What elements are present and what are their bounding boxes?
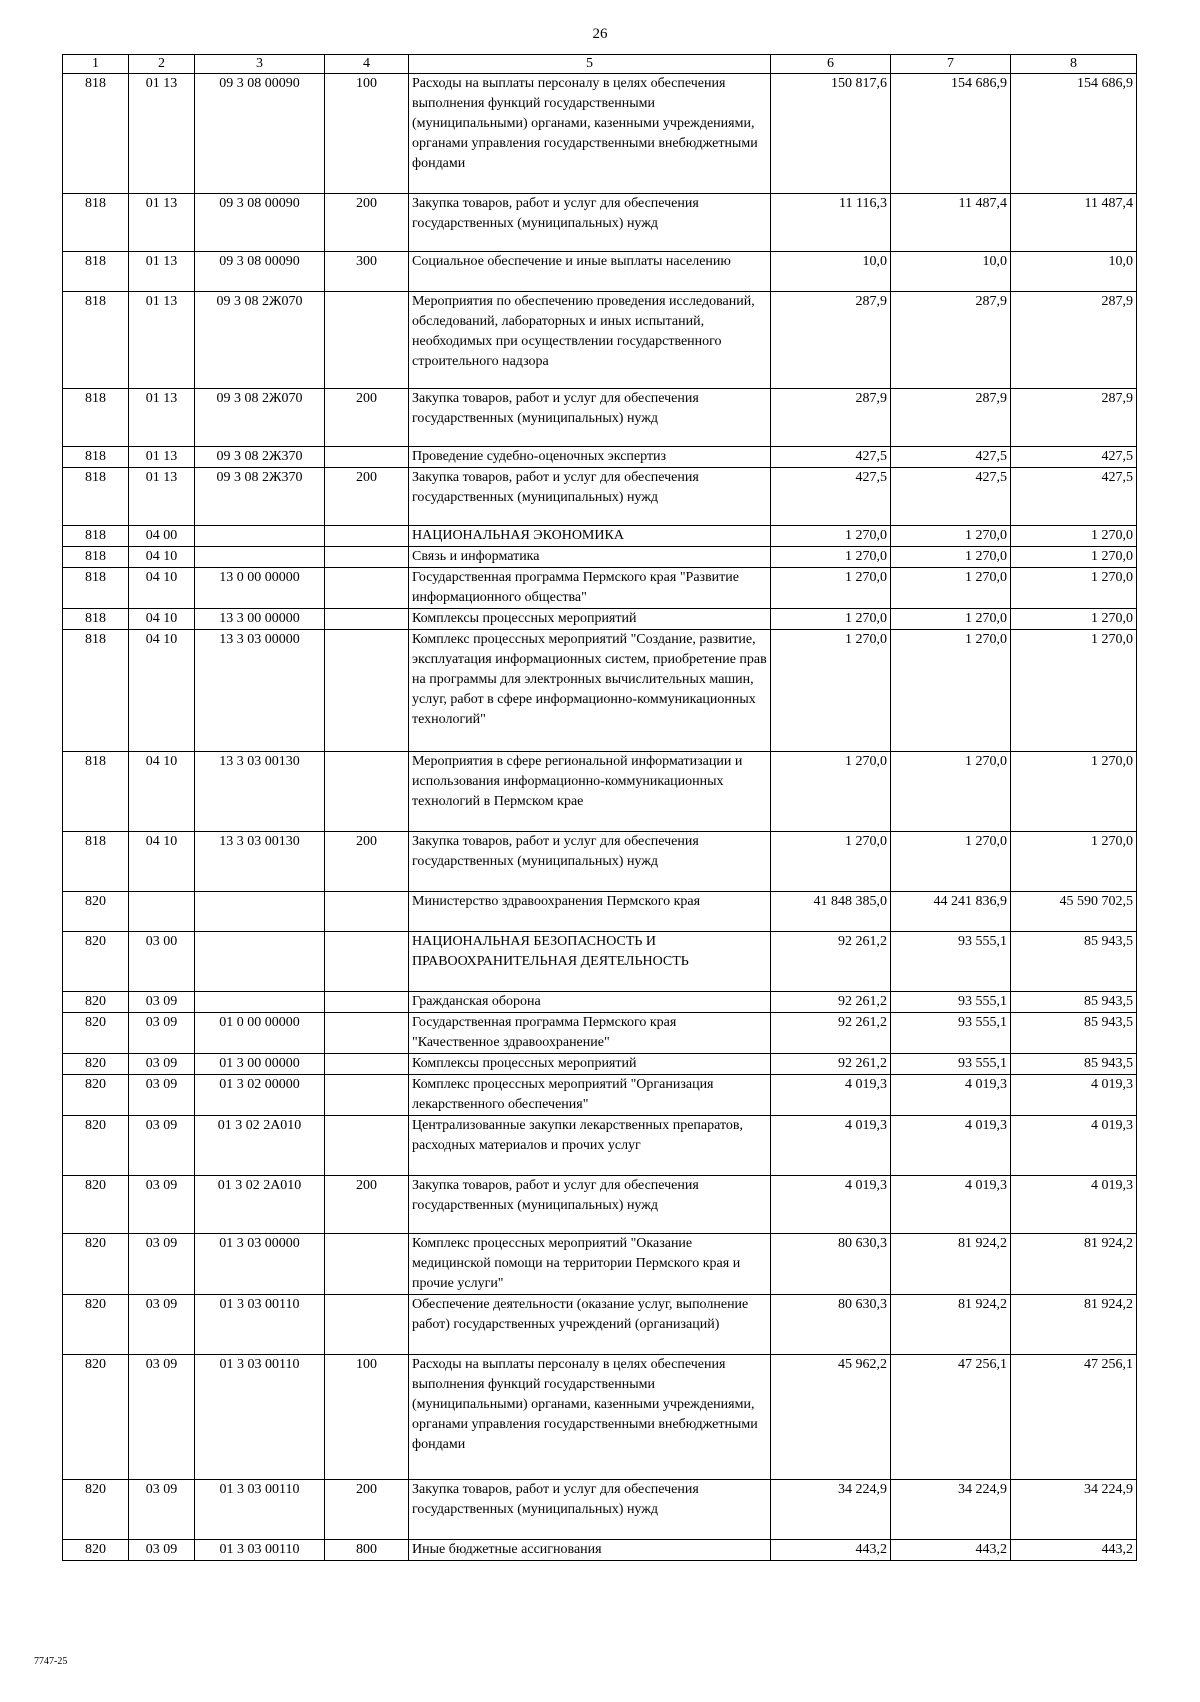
cell-col-5: Мероприятия по обеспечению проведения исследований, обследований, лабораторных и иных испытаний, необходимых при осуществлении государственного строительного надзора	[409, 292, 771, 389]
cell-col-5: Комплексы процессных мероприятий	[409, 609, 771, 630]
cell-col-4	[325, 1116, 409, 1176]
cell-col-6: 1 270,0	[771, 526, 891, 547]
table-row	[63, 252, 1137, 292]
cell-col-5: Расходы на выплаты персоналу в целях обеспечения выполнения функций государственными (муниципальными) органами, казенными учреждениями, органами управления государственными внебюджетными фондами	[409, 74, 771, 194]
cell-col-6: 443,2	[771, 1540, 891, 1561]
cell-col-1: 818	[63, 389, 129, 447]
cell-col-5: Закупка товаров, работ и услуг для обеспечения государственных (муниципальных) нужд	[409, 389, 771, 447]
cell-col-6: 4 019,3	[771, 1176, 891, 1234]
cell-col-1: 820	[63, 1054, 129, 1075]
cell-col-4: 200	[325, 389, 409, 447]
cell-col-7: 44 241 836,9	[891, 892, 1011, 932]
cell-col-7: 287,9	[891, 292, 1011, 389]
cell-col-4	[325, 752, 409, 832]
cell-col-5: Социальное обеспечение и иные выплаты населению	[409, 252, 771, 292]
cell-col-6: 92 261,2	[771, 1054, 891, 1075]
table-row	[63, 1295, 1137, 1355]
table-row	[63, 832, 1137, 892]
cell-col-8: 1 270,0	[1011, 752, 1137, 832]
cell-col-8: 287,9	[1011, 389, 1137, 447]
cell-col-5: Закупка товаров, работ и услуг для обеспечения государственных (муниципальных) нужд	[409, 1176, 771, 1234]
cell-col-1: 818	[63, 194, 129, 252]
cell-col-8: 11 487,4	[1011, 194, 1137, 252]
cell-col-7: 47 256,1	[891, 1355, 1011, 1480]
cell-col-6: 1 270,0	[771, 609, 891, 630]
cell-col-5: Министерство здравоохранения Пермского края	[409, 892, 771, 932]
table-header	[63, 55, 1137, 74]
table-row	[63, 292, 1137, 389]
cell-col-7: 1 270,0	[891, 526, 1011, 547]
cell-col-3: 09 3 08 2Ж370	[195, 447, 325, 468]
cell-col-7: 81 924,2	[891, 1295, 1011, 1355]
cell-col-8: 443,2	[1011, 1540, 1137, 1561]
cell-col-2: 01 13	[129, 389, 195, 447]
cell-col-4	[325, 1295, 409, 1355]
cell-col-7: 11 487,4	[891, 194, 1011, 252]
cell-col-1: 818	[63, 832, 129, 892]
cell-col-8: 1 270,0	[1011, 630, 1137, 752]
cell-col-6: 1 270,0	[771, 568, 891, 609]
cell-col-7: 93 555,1	[891, 1013, 1011, 1054]
cell-col-4	[325, 526, 409, 547]
column-header: 2	[129, 55, 195, 74]
cell-col-6: 80 630,3	[771, 1295, 891, 1355]
cell-col-1: 820	[63, 1176, 129, 1234]
cell-col-3: 01 3 02 2А010	[195, 1116, 325, 1176]
table-row	[63, 1013, 1137, 1054]
cell-col-1: 820	[63, 1355, 129, 1480]
cell-col-7: 4 019,3	[891, 1176, 1011, 1234]
cell-col-1: 818	[63, 252, 129, 292]
cell-col-7: 1 270,0	[891, 568, 1011, 609]
cell-col-5: Комплекс процессных мероприятий "Создание, развитие, эксплуатация информационных систем, приобретение прав на программы для электронных вычислительных машин, услуг, работ в сфере информационно-коммуникационных технологий"	[409, 630, 771, 752]
cell-col-6: 1 270,0	[771, 832, 891, 892]
cell-col-5: Обеспечение деятельности (оказание услуг, выполнение работ) государственных учреждений (организаций)	[409, 1295, 771, 1355]
cell-col-4	[325, 1234, 409, 1295]
budget-table	[62, 54, 1137, 1561]
cell-col-2: 01 13	[129, 447, 195, 468]
cell-col-4: 100	[325, 74, 409, 194]
cell-col-5: НАЦИОНАЛЬНАЯ БЕЗОПАСНОСТЬ И ПРАВООХРАНИТЕЛЬНАЯ ДЕЯТЕЛЬНОСТЬ	[409, 932, 771, 992]
cell-col-7: 287,9	[891, 389, 1011, 447]
cell-col-3: 13 3 03 00130	[195, 752, 325, 832]
cell-col-4: 300	[325, 252, 409, 292]
cell-col-2: 04 10	[129, 630, 195, 752]
cell-col-1: 820	[63, 1075, 129, 1116]
cell-col-6: 10,0	[771, 252, 891, 292]
cell-col-3	[195, 992, 325, 1013]
cell-col-3: 13 3 03 00130	[195, 832, 325, 892]
cell-col-8: 81 924,2	[1011, 1234, 1137, 1295]
cell-col-4: 200	[325, 832, 409, 892]
cell-col-2: 03 09	[129, 1054, 195, 1075]
cell-col-3: 09 3 08 00090	[195, 252, 325, 292]
cell-col-7: 1 270,0	[891, 547, 1011, 568]
cell-col-7: 10,0	[891, 252, 1011, 292]
cell-col-3: 13 3 03 00000	[195, 630, 325, 752]
cell-col-8: 1 270,0	[1011, 609, 1137, 630]
cell-col-6: 150 817,6	[771, 74, 891, 194]
cell-col-6: 34 224,9	[771, 1480, 891, 1540]
cell-col-8: 85 943,5	[1011, 1054, 1137, 1075]
cell-col-8: 4 019,3	[1011, 1176, 1137, 1234]
cell-col-4	[325, 1013, 409, 1054]
cell-col-5: Расходы на выплаты персоналу в целях обеспечения выполнения функций государственными (муниципальными) органами, казенными учреждениями, органами управления государственными внебюджетными фондами	[409, 1355, 771, 1480]
cell-col-2: 03 00	[129, 932, 195, 992]
cell-col-6: 92 261,2	[771, 932, 891, 992]
cell-col-5: Государственная программа Пермского края "Развитие информационного общества"	[409, 568, 771, 609]
cell-col-6: 41 848 385,0	[771, 892, 891, 932]
cell-col-7: 93 555,1	[891, 992, 1011, 1013]
cell-col-1: 820	[63, 992, 129, 1013]
cell-col-6: 11 116,3	[771, 194, 891, 252]
cell-col-8: 85 943,5	[1011, 932, 1137, 992]
cell-col-8: 34 224,9	[1011, 1480, 1137, 1540]
cell-col-6: 4 019,3	[771, 1116, 891, 1176]
cell-col-1: 818	[63, 74, 129, 194]
cell-col-7: 93 555,1	[891, 1054, 1011, 1075]
cell-col-1: 818	[63, 630, 129, 752]
cell-col-2: 03 09	[129, 1480, 195, 1540]
cell-col-5: Закупка товаров, работ и услуг для обеспечения государственных (муниципальных) нужд	[409, 832, 771, 892]
cell-col-2: 03 09	[129, 1540, 195, 1561]
cell-col-5: Комплекс процессных мероприятий "Оказание медицинской помощи на территории Пермского края и прочие услуги"	[409, 1234, 771, 1295]
table-row	[63, 932, 1137, 992]
table-row	[63, 1480, 1137, 1540]
cell-col-2: 03 09	[129, 1013, 195, 1054]
cell-col-1: 818	[63, 568, 129, 609]
cell-col-4	[325, 447, 409, 468]
cell-col-8: 4 019,3	[1011, 1075, 1137, 1116]
cell-col-4: 100	[325, 1355, 409, 1480]
cell-col-4	[325, 1054, 409, 1075]
column-header: 7	[891, 55, 1011, 74]
cell-col-8: 10,0	[1011, 252, 1137, 292]
cell-col-5: Иные бюджетные ассигнования	[409, 1540, 771, 1561]
cell-col-2: 03 09	[129, 1116, 195, 1176]
cell-col-7: 81 924,2	[891, 1234, 1011, 1295]
cell-col-8: 427,5	[1011, 447, 1137, 468]
cell-col-8: 1 270,0	[1011, 568, 1137, 609]
cell-col-6: 1 270,0	[771, 547, 891, 568]
cell-col-5: Закупка товаров, работ и услуг для обеспечения государственных (муниципальных) нужд	[409, 1480, 771, 1540]
table-row	[63, 389, 1137, 447]
cell-col-6: 1 270,0	[771, 752, 891, 832]
cell-col-5: Мероприятия в сфере региональной информатизации и использования информационно-коммуникационных технологий в Пермском крае	[409, 752, 771, 832]
cell-col-1: 818	[63, 468, 129, 526]
cell-col-3: 09 3 08 00090	[195, 194, 325, 252]
cell-col-2: 01 13	[129, 468, 195, 526]
document-code: 7747-25	[34, 1656, 68, 1667]
column-header: 1	[63, 55, 129, 74]
cell-col-2: 04 10	[129, 832, 195, 892]
cell-col-5: Комплекс процессных мероприятий "Организация лекарственного обеспечения"	[409, 1075, 771, 1116]
cell-col-8: 85 943,5	[1011, 992, 1137, 1013]
table-row	[63, 568, 1137, 609]
cell-col-4	[325, 892, 409, 932]
cell-col-4	[325, 547, 409, 568]
cell-col-8: 1 270,0	[1011, 526, 1137, 547]
cell-col-4	[325, 630, 409, 752]
table-row	[63, 892, 1137, 932]
cell-col-1: 818	[63, 292, 129, 389]
cell-col-1: 820	[63, 1540, 129, 1561]
cell-col-5: Централизованные закупки лекарственных препаратов, расходных материалов и прочих услуг	[409, 1116, 771, 1176]
cell-col-7: 34 224,9	[891, 1480, 1011, 1540]
cell-col-7: 427,5	[891, 468, 1011, 526]
table-row	[63, 1355, 1137, 1480]
table-row	[63, 1054, 1137, 1075]
cell-col-1: 818	[63, 526, 129, 547]
column-header: 5	[409, 55, 771, 74]
cell-col-3: 13 3 00 00000	[195, 609, 325, 630]
table-row	[63, 468, 1137, 526]
cell-col-3: 09 3 08 2Ж070	[195, 292, 325, 389]
cell-col-6: 287,9	[771, 389, 891, 447]
cell-col-4: 200	[325, 1176, 409, 1234]
cell-col-7: 1 270,0	[891, 752, 1011, 832]
cell-col-2: 03 09	[129, 1355, 195, 1480]
cell-col-8: 81 924,2	[1011, 1295, 1137, 1355]
cell-col-8: 4 019,3	[1011, 1116, 1137, 1176]
cell-col-7: 1 270,0	[891, 609, 1011, 630]
table-row	[63, 992, 1137, 1013]
cell-col-5: Гражданская оборона	[409, 992, 771, 1013]
cell-col-8: 1 270,0	[1011, 832, 1137, 892]
cell-col-7: 443,2	[891, 1540, 1011, 1561]
cell-col-5: Государственная программа Пермского края "Качественное здравоохранение"	[409, 1013, 771, 1054]
cell-col-4	[325, 609, 409, 630]
cell-col-7: 1 270,0	[891, 832, 1011, 892]
cell-col-8: 427,5	[1011, 468, 1137, 526]
table-row	[63, 752, 1137, 832]
cell-col-8: 287,9	[1011, 292, 1137, 389]
cell-col-3: 13 0 00 00000	[195, 568, 325, 609]
cell-col-1: 818	[63, 447, 129, 468]
cell-col-7: 1 270,0	[891, 630, 1011, 752]
cell-col-2: 01 13	[129, 252, 195, 292]
cell-col-5: Проведение судебно-оценочных экспертиз	[409, 447, 771, 468]
cell-col-4: 800	[325, 1540, 409, 1561]
cell-col-6: 80 630,3	[771, 1234, 891, 1295]
cell-col-2: 03 09	[129, 1075, 195, 1116]
cell-col-3: 01 3 03 00110	[195, 1540, 325, 1561]
cell-col-3	[195, 932, 325, 992]
cell-col-8: 45 590 702,5	[1011, 892, 1137, 932]
cell-col-5: НАЦИОНАЛЬНАЯ ЭКОНОМИКА	[409, 526, 771, 547]
table-row	[63, 74, 1137, 194]
header-row	[63, 55, 1137, 74]
column-header: 6	[771, 55, 891, 74]
cell-col-6: 92 261,2	[771, 1013, 891, 1054]
table-row	[63, 1540, 1137, 1561]
table-row	[63, 1234, 1137, 1295]
cell-col-3: 01 3 02 00000	[195, 1075, 325, 1116]
cell-col-3	[195, 547, 325, 568]
cell-col-3: 09 3 08 2Ж370	[195, 468, 325, 526]
cell-col-4: 200	[325, 194, 409, 252]
cell-col-2: 04 10	[129, 568, 195, 609]
cell-col-3: 01 3 03 00110	[195, 1355, 325, 1480]
cell-col-3: 01 3 02 2А010	[195, 1176, 325, 1234]
cell-col-1: 820	[63, 1480, 129, 1540]
cell-col-1: 820	[63, 1116, 129, 1176]
cell-col-5: Закупка товаров, работ и услуг для обеспечения государственных (муниципальных) нужд	[409, 194, 771, 252]
table-row	[63, 1075, 1137, 1116]
cell-col-5: Связь и информатика	[409, 547, 771, 568]
cell-col-3: 01 0 00 00000	[195, 1013, 325, 1054]
cell-col-1: 820	[63, 1295, 129, 1355]
cell-col-1: 818	[63, 752, 129, 832]
cell-col-2: 03 09	[129, 1234, 195, 1295]
cell-col-3	[195, 892, 325, 932]
cell-col-4	[325, 292, 409, 389]
table-row	[63, 526, 1137, 547]
cell-col-7: 4 019,3	[891, 1075, 1011, 1116]
cell-col-4	[325, 992, 409, 1013]
cell-col-3: 01 3 03 00000	[195, 1234, 325, 1295]
cell-col-4: 200	[325, 468, 409, 526]
table-body	[63, 74, 1137, 1561]
cell-col-1: 820	[63, 892, 129, 932]
cell-col-7: 427,5	[891, 447, 1011, 468]
cell-col-7: 93 555,1	[891, 932, 1011, 992]
cell-col-5: Комплексы процессных мероприятий	[409, 1054, 771, 1075]
cell-col-2: 04 10	[129, 752, 195, 832]
table-row	[63, 1176, 1137, 1234]
cell-col-3: 01 3 03 00110	[195, 1295, 325, 1355]
cell-col-1: 818	[63, 609, 129, 630]
cell-col-3: 01 3 00 00000	[195, 1054, 325, 1075]
cell-col-1: 818	[63, 547, 129, 568]
cell-col-2: 04 10	[129, 547, 195, 568]
cell-col-6: 427,5	[771, 468, 891, 526]
cell-col-3	[195, 526, 325, 547]
cell-col-1: 820	[63, 1013, 129, 1054]
cell-col-7: 4 019,3	[891, 1116, 1011, 1176]
cell-col-8: 47 256,1	[1011, 1355, 1137, 1480]
cell-col-6: 45 962,2	[771, 1355, 891, 1480]
cell-col-3: 09 3 08 00090	[195, 74, 325, 194]
cell-col-2: 03 09	[129, 1176, 195, 1234]
cell-col-2: 01 13	[129, 74, 195, 194]
cell-col-8: 154 686,9	[1011, 74, 1137, 194]
cell-col-2: 01 13	[129, 292, 195, 389]
cell-col-7: 154 686,9	[891, 74, 1011, 194]
cell-col-4	[325, 568, 409, 609]
cell-col-6: 92 261,2	[771, 992, 891, 1013]
cell-col-6: 287,9	[771, 292, 891, 389]
table-row	[63, 630, 1137, 752]
cell-col-2: 03 09	[129, 992, 195, 1013]
cell-col-4: 200	[325, 1480, 409, 1540]
table-row	[63, 194, 1137, 252]
cell-col-2: 03 09	[129, 1295, 195, 1355]
cell-col-1: 820	[63, 932, 129, 992]
column-header: 4	[325, 55, 409, 74]
table-row	[63, 1116, 1137, 1176]
cell-col-4	[325, 932, 409, 992]
table-row	[63, 547, 1137, 568]
cell-col-6: 4 019,3	[771, 1075, 891, 1116]
table-row	[63, 609, 1137, 630]
table-row	[63, 447, 1137, 468]
cell-col-1: 820	[63, 1234, 129, 1295]
cell-col-4	[325, 1075, 409, 1116]
cell-col-8: 1 270,0	[1011, 547, 1137, 568]
cell-col-6: 1 270,0	[771, 630, 891, 752]
cell-col-2	[129, 892, 195, 932]
cell-col-6: 427,5	[771, 447, 891, 468]
column-header: 8	[1011, 55, 1137, 74]
column-header: 3	[195, 55, 325, 74]
cell-col-2: 04 10	[129, 609, 195, 630]
cell-col-2: 01 13	[129, 194, 195, 252]
cell-col-3: 09 3 08 2Ж070	[195, 389, 325, 447]
page-number: 26	[592, 26, 608, 42]
cell-col-3: 01 3 03 00110	[195, 1480, 325, 1540]
cell-col-8: 85 943,5	[1011, 1013, 1137, 1054]
cell-col-5: Закупка товаров, работ и услуг для обеспечения государственных (муниципальных) нужд	[409, 468, 771, 526]
cell-col-2: 04 00	[129, 526, 195, 547]
